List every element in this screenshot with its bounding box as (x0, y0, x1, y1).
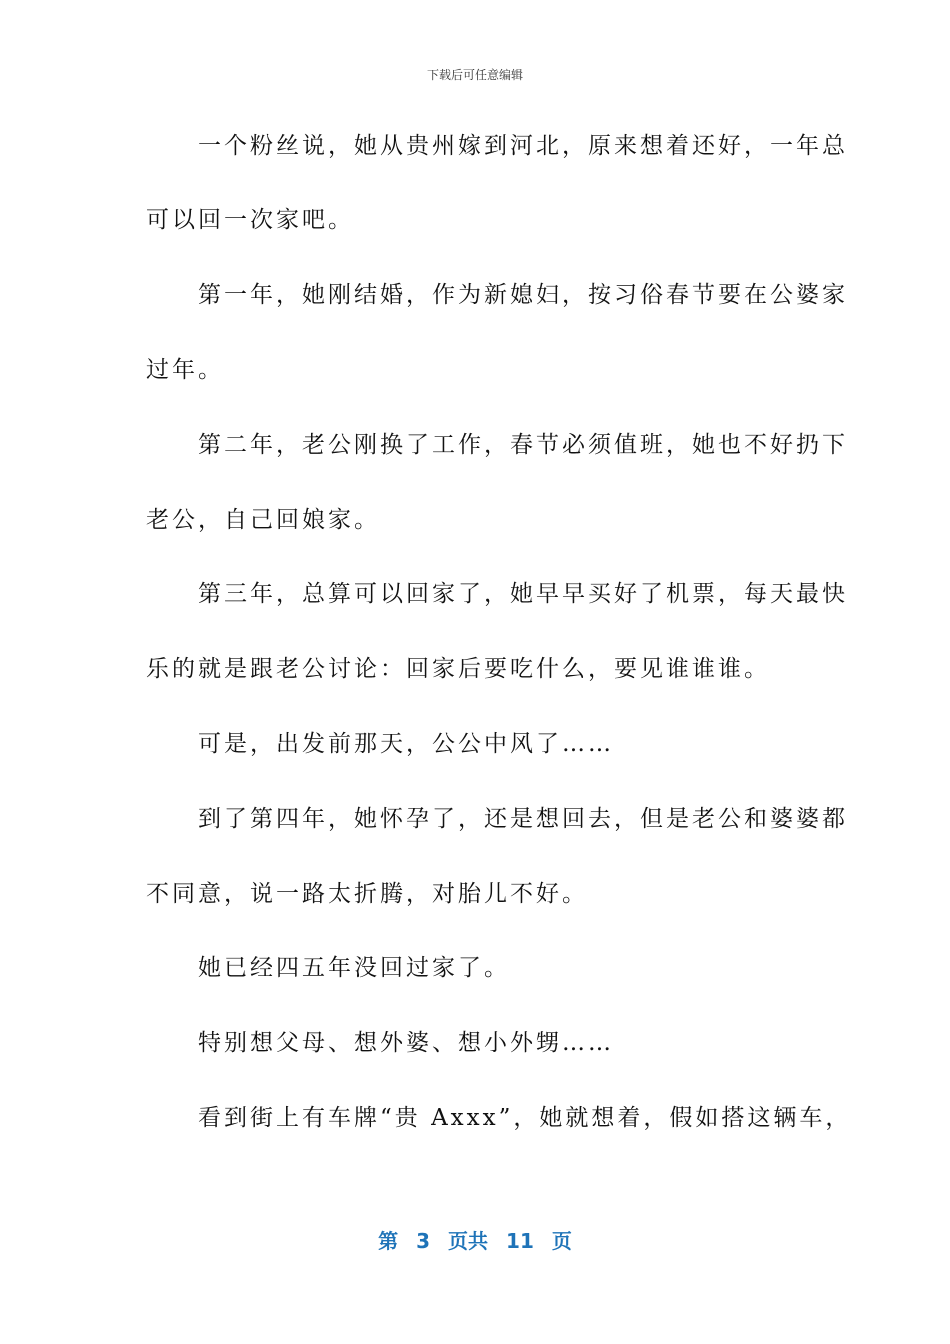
download-note: 下载后可任意编辑 (426, 68, 523, 82)
body-line: 过年。 (146, 357, 224, 383)
body-line: 第三年，总算可以回家了，她早早买好了机票，每天最快 (146, 581, 848, 607)
body-line: 可以回一次家吧。 (146, 207, 354, 233)
body-line: 看到街上有车牌“贵 Axxx”，她就想着，假如搭这辆车， (146, 1105, 852, 1131)
current-page-number: 3 (416, 1229, 431, 1253)
page-prefix: 第 (378, 1229, 399, 1253)
page-total-label: 页共 (448, 1229, 489, 1253)
body-line: 可是，出发前那天，公公中风了…… (146, 731, 614, 757)
body-line: 不同意，说一路太折腾，对胎儿不好。 (146, 881, 588, 907)
total-pages-number: 11 (506, 1229, 534, 1253)
page-suffix: 页 (551, 1229, 572, 1253)
body-line: 第二年，老公刚换了工作，春节必须值班，她也不好扔下 (146, 432, 848, 458)
page-footer (0, 1225, 950, 1254)
body-line: 老公，自己回娘家。 (146, 507, 380, 533)
body-line: 第一年，她刚结婚，作为新媳妇，按习俗春节要在公婆家 (146, 282, 848, 308)
body-line: 乐的就是跟老公讨论：回家后要吃什么，要见谁谁谁。 (146, 656, 770, 682)
body-line: 她已经四五年没回过家了。 (146, 955, 510, 981)
body-line: 到了第四年，她怀孕了，还是想回去，但是老公和婆婆都 (146, 806, 848, 832)
body-line: 特别想父母、想外婆、想小外甥…… (146, 1030, 614, 1056)
body-line: 一个粉丝说，她从贵州嫁到河北，原来想着还好，一年总 (146, 133, 848, 159)
